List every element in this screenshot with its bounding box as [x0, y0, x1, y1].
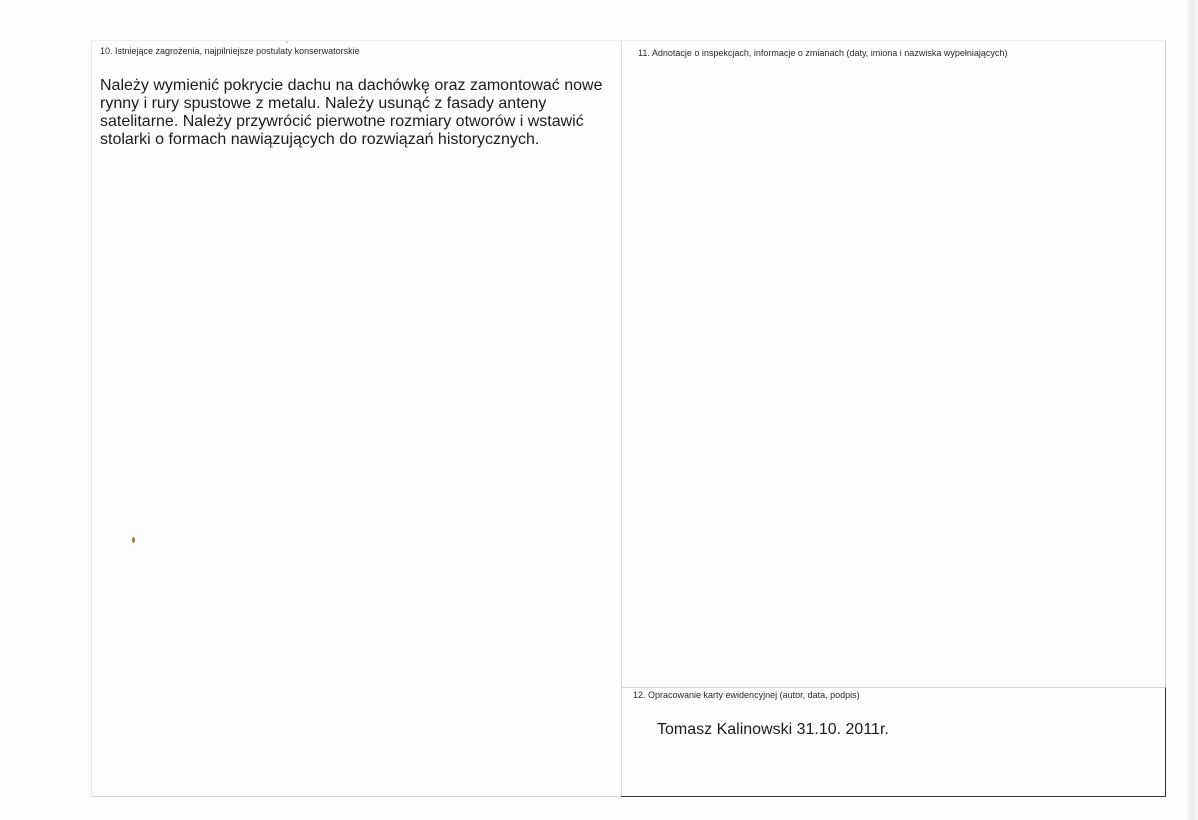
- scan-speck-top: [286, 41, 288, 43]
- section-11-label: 11. Adnotacje o inspekcjach, informacje o zmianach (daty, imiona i nazwiska wypełniających): [638, 48, 1008, 58]
- scan-right-edge: [1186, 0, 1198, 820]
- record-card-form: [91, 40, 1166, 797]
- section-10-label: 10. Istniejące zagrożenia, najpilniejsze postulaty konserwatorskie: [100, 46, 360, 56]
- section-12-label: 12. Opracowanie karty ewidencyjnej (autor, data, podpis): [633, 690, 860, 700]
- section-12-author-date: Tomasz Kalinowski 31.10. 2011r.: [657, 721, 889, 738]
- column-divider: [621, 41, 622, 796]
- section-10-text: Należy wymienić pokrycie dachu na dachówkę oraz zamontować nowe rynny i rury spustowe z metalu. Należy usunąć z fasady anteny satelitarne. Należy przywrócić pierwotne rozmiary otworów i wstawić stolarki o formach nawiązujących do rozwiązań historycznych.: [100, 77, 603, 148]
- scan-speck: [132, 537, 135, 543]
- section-12-box: [621, 687, 1166, 797]
